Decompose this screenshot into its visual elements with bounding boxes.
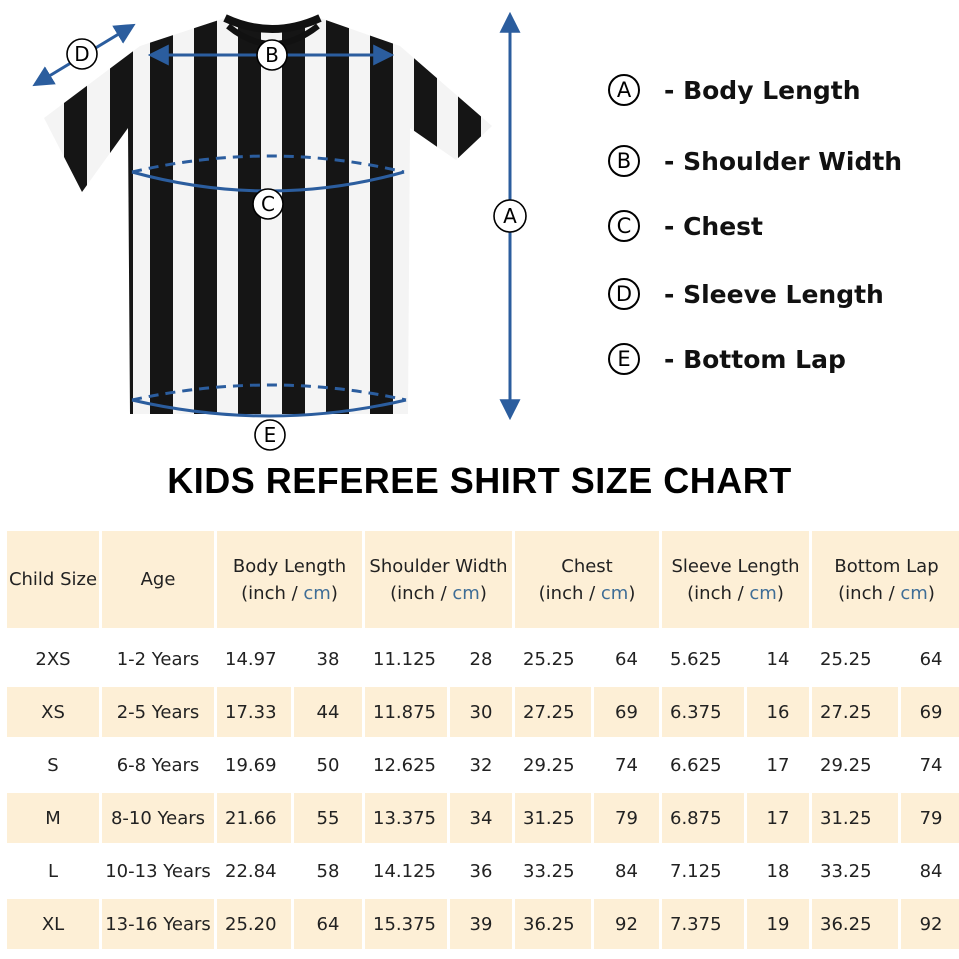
sleeve-length-inch: 6.625 — [662, 737, 744, 790]
table-row — [7, 631, 959, 684]
size-chart-title: KIDS REFEREE SHIRT SIZE CHART — [167, 460, 792, 501]
shoulder-width-inch: 13.375 — [365, 790, 447, 843]
svg-text:D: D — [74, 42, 90, 66]
sleeve-length-cm: 19 — [747, 896, 809, 949]
shirt-stripe — [414, 0, 437, 455]
table-row — [7, 790, 959, 843]
body-length-inch: 22.84 — [217, 843, 291, 896]
table-row — [7, 843, 959, 896]
legend-label: - Chest — [664, 211, 764, 241]
header-sleeve-length: Sleeve Length (inch / cm) — [662, 531, 809, 631]
chest-cm: 69 — [594, 684, 659, 737]
chest-inch: 33.25 — [515, 843, 591, 896]
size-cell: S — [7, 737, 99, 790]
chest-inch: 25.25 — [515, 631, 591, 684]
table-row — [7, 684, 959, 737]
shoulder-width-inch: 15.375 — [365, 896, 447, 949]
size-cell: XS — [7, 684, 99, 737]
size-cell: M — [7, 790, 99, 843]
shoulder-width-cm: 28 — [450, 631, 512, 684]
shirt-stripe — [110, 0, 133, 455]
chest-cm: 79 — [594, 790, 659, 843]
sleeve-length-inch: 6.875 — [662, 790, 744, 843]
legend-marker-b: B — [608, 145, 640, 177]
legend-label: - Shoulder Width — [664, 146, 903, 176]
bottom-lap-cm: 79 — [901, 790, 959, 843]
svg-text:E: E — [263, 423, 277, 447]
size-chart-table — [4, 531, 959, 949]
legend-item-bottom-lap — [608, 339, 846, 379]
age-cell: 1-2 Years — [102, 631, 214, 684]
legend-item-shoulder-width — [608, 141, 902, 181]
body-length-cm: 38 — [294, 631, 362, 684]
table-header-row — [7, 531, 959, 631]
shoulder-width-inch: 11.875 — [365, 684, 447, 737]
svg-text:B: B — [265, 43, 279, 67]
size-cell: 2XS — [7, 631, 99, 684]
chest-inch: 29.25 — [515, 737, 591, 790]
chest-cm: 64 — [594, 631, 659, 684]
age-cell: 10-13 Years — [102, 843, 214, 896]
age-cell: 6-8 Years — [102, 737, 214, 790]
legend-item-sleeve-length — [608, 274, 884, 314]
body-length-inch: 14.97 — [217, 631, 291, 684]
body-length-cm: 44 — [294, 684, 362, 737]
chest-cm: 84 — [594, 843, 659, 896]
marker-b — [257, 40, 287, 70]
shirt-stripe — [194, 0, 217, 455]
bottom-lap-inch: 31.25 — [812, 790, 898, 843]
shoulder-width-inch: 14.125 — [365, 843, 447, 896]
body-length-cm: 58 — [294, 843, 362, 896]
body-length-cm: 64 — [294, 896, 362, 949]
sleeve-length-inch: 6.375 — [662, 684, 744, 737]
shirt-stripe — [458, 0, 481, 455]
bottom-lap-inch: 33.25 — [812, 843, 898, 896]
header-body-length: Body Length (inch / cm) — [217, 531, 362, 631]
marker-d — [67, 39, 97, 69]
sleeve-length-cm: 17 — [747, 737, 809, 790]
marker-e — [255, 420, 285, 450]
svg-text:C: C — [261, 192, 275, 216]
shirt-stripe — [150, 0, 173, 455]
size-cell: L — [7, 843, 99, 896]
legend-label: - Body Length — [664, 75, 861, 105]
shoulder-width-cm: 36 — [450, 843, 512, 896]
shoulder-width-inch: 12.625 — [365, 737, 447, 790]
shoulder-width-cm: 39 — [450, 896, 512, 949]
bottom-lap-cm: 92 — [901, 896, 959, 949]
sleeve-length-cm: 17 — [747, 790, 809, 843]
sleeve-length-cm: 14 — [747, 631, 809, 684]
legend-item-chest — [608, 206, 763, 246]
size-cell: XL — [7, 896, 99, 949]
body-length-inch: 25.20 — [217, 896, 291, 949]
chest-inch: 27.25 — [515, 684, 591, 737]
chest-inch: 31.25 — [515, 790, 591, 843]
body-length-inch: 19.69 — [217, 737, 291, 790]
table-row — [7, 737, 959, 790]
legend-label: - Sleeve Length — [664, 279, 884, 309]
legend-item-body-length — [608, 70, 861, 110]
age-cell: 2-5 Years — [102, 684, 214, 737]
age-cell: 13-16 Years — [102, 896, 214, 949]
sleeve-length-inch: 5.625 — [662, 631, 744, 684]
shoulder-width-cm: 30 — [450, 684, 512, 737]
body-length-cm: 50 — [294, 737, 362, 790]
shoulder-width-cm: 34 — [450, 790, 512, 843]
legend-marker-e: E — [608, 343, 640, 375]
bottom-lap-cm: 84 — [901, 843, 959, 896]
marker-a — [494, 200, 526, 232]
chest-cm: 92 — [594, 896, 659, 949]
bottom-lap-inch: 25.25 — [812, 631, 898, 684]
bottom-lap-cm: 74 — [901, 737, 959, 790]
age-cell: 8-10 Years — [102, 790, 214, 843]
legend-marker-d: D — [608, 278, 640, 310]
body-length-inch: 21.66 — [217, 790, 291, 843]
body-length-cm: 55 — [294, 790, 362, 843]
table-row — [7, 896, 959, 949]
svg-text:A: A — [503, 204, 517, 228]
header-age: Age — [102, 531, 214, 631]
marker-c — [253, 189, 283, 219]
legend-marker-c: C — [608, 210, 640, 242]
header-chest: Chest (inch / cm) — [515, 531, 659, 631]
header-child-size: Child Size — [7, 531, 99, 631]
bottom-lap-inch: 36.25 — [812, 896, 898, 949]
bottom-lap-inch: 29.25 — [812, 737, 898, 790]
shirt-stripe — [370, 0, 393, 455]
sleeve-length-inch: 7.125 — [662, 843, 744, 896]
header-bottom-lap: Bottom Lap (inch / cm) — [812, 531, 959, 631]
bottom-lap-cm: 64 — [901, 631, 959, 684]
shoulder-width-cm: 32 — [450, 737, 512, 790]
legend-marker-a: A — [608, 74, 640, 106]
body-length-inch: 17.33 — [217, 684, 291, 737]
bottom-lap-cm: 69 — [901, 684, 959, 737]
bottom-lap-inch: 27.25 — [812, 684, 898, 737]
legend-label: - Bottom Lap — [664, 344, 846, 374]
sleeve-length-inch: 7.375 — [662, 896, 744, 949]
shirt-stripe — [326, 0, 349, 455]
shoulder-width-inch: 11.125 — [365, 631, 447, 684]
sleeve-length-cm: 18 — [747, 843, 809, 896]
header-shoulder-width: Shoulder Width (inch / cm) — [365, 531, 512, 631]
sleeve-length-cm: 16 — [747, 684, 809, 737]
shirt-diagram — [0, 0, 959, 455]
chest-inch: 36.25 — [515, 896, 591, 949]
chest-cm: 74 — [594, 737, 659, 790]
